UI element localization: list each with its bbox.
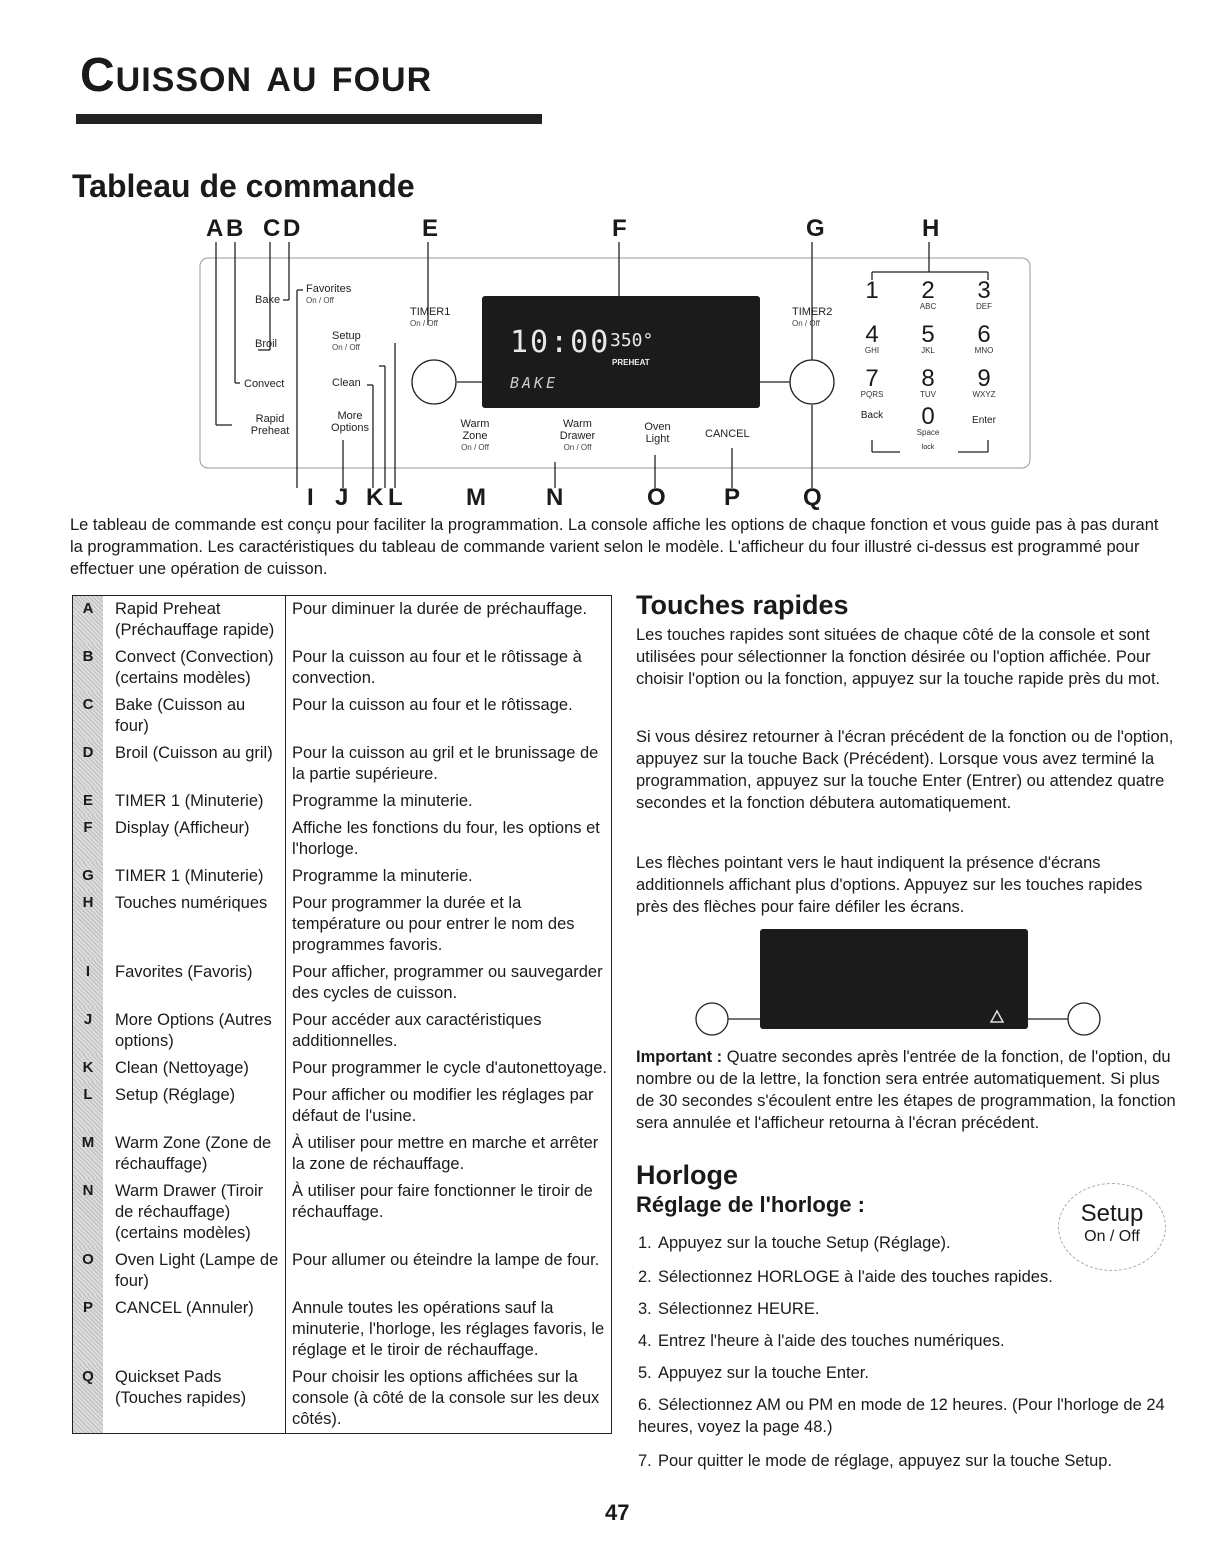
- row-desc: Pour programmer le cycle d'autonettoyage.: [292, 1059, 607, 1077]
- row-tag: L: [73, 1082, 103, 1130]
- horloge-step: [638, 1266, 1178, 1288]
- key-1[interactable]: [850, 277, 894, 304]
- horloge-step: [638, 1394, 1178, 1438]
- table-row: [73, 959, 611, 1007]
- warm-drawer-sub: On / Off: [563, 443, 592, 452]
- important-note: [636, 1046, 1176, 1134]
- key-4-sub: GHI: [864, 346, 880, 355]
- row-name: Warm Drawer (Tiroir de réchauffage) (certains modèles): [103, 1178, 286, 1247]
- setup-button-illustration: [1058, 1183, 1166, 1271]
- important-text: Quatre secondes après l'entrée de la fonction, de l'option, du nombre ou de la lettre, la fonction sera entrée automatiquement. Si plus de 30 secondes s'écoulent entre les étapes de programmation, la fonction sera annulée et l'afficheur retourna à l'écran précédent.: [636, 1048, 1176, 1132]
- timer2-sub: On / Off: [792, 319, 820, 328]
- key-6-num: 6: [977, 321, 991, 348]
- timer1-sub: On / Off: [410, 319, 438, 328]
- row-tag: I: [73, 959, 103, 1007]
- callout-d: D: [283, 215, 301, 242]
- step-text: Entrez l'heure à l'aide des touches numériques.: [658, 1332, 1005, 1350]
- warm-drawer-pad[interactable]: [555, 418, 600, 454]
- row-tag: J: [73, 1007, 103, 1055]
- timer2-label: TIMER2: [792, 306, 833, 318]
- horloge-step: [638, 1232, 1178, 1254]
- key-5-sub: JKL: [921, 346, 935, 355]
- section-title: Tableau de commande: [72, 168, 415, 204]
- key-4[interactable]: [850, 321, 894, 355]
- table-row: [73, 1178, 611, 1247]
- callout-n: N: [546, 484, 564, 511]
- page-title: Cuisson au four: [80, 49, 433, 102]
- row-desc: Pour accéder aux caractéristiques additionnelles.: [292, 1011, 542, 1050]
- row-tag: B: [73, 644, 103, 692]
- callout-h: H: [922, 215, 940, 242]
- favorites-sub: On / Off: [306, 296, 334, 305]
- key-1-num: 1: [865, 277, 879, 304]
- row-tag: O: [73, 1247, 103, 1295]
- callout-i: I: [307, 484, 314, 511]
- table-row: [73, 1130, 611, 1178]
- row-tag: F: [73, 815, 103, 863]
- page-number: 47: [605, 1500, 630, 1525]
- key-8-num: 8: [921, 365, 935, 392]
- important-label: Important :: [636, 1048, 723, 1066]
- row-desc: À utiliser pour mettre en marche et arrêter la zone de réchauffage.: [292, 1134, 599, 1173]
- callout-e: E: [422, 215, 439, 242]
- step-text: Sélectionnez AM ou PM en mode de 12 heures. (Pour l'horloge de 24 heures, voyez la page 48.): [638, 1396, 1165, 1436]
- row-tag: A: [73, 596, 103, 644]
- row-tag: C: [73, 692, 103, 740]
- row-tag: P: [73, 1295, 103, 1364]
- callout-m: M: [466, 484, 486, 511]
- key-4-num: 4: [865, 321, 879, 348]
- key-9-num: 9: [977, 365, 991, 392]
- step-number: 6.: [638, 1396, 652, 1414]
- row-name: Touches numériques: [103, 890, 286, 959]
- row-tag: M: [73, 1130, 103, 1178]
- warm-zone-pad[interactable]: [455, 418, 495, 454]
- row-name: Broil (Cuisson au gril): [103, 740, 286, 788]
- display-time: 10:00: [510, 325, 611, 360]
- row-desc: Pour choisir les options affichées sur la console (à côté de la console sur les deux côtés).: [292, 1368, 600, 1428]
- key-3-sub: DEF: [976, 302, 992, 311]
- step-number: 4.: [638, 1332, 652, 1350]
- row-name: Oven Light (Lampe de four): [103, 1247, 286, 1295]
- table-row: [73, 788, 611, 815]
- row-name: Display (Afficheur): [103, 815, 286, 863]
- callout-o: O: [647, 484, 666, 511]
- step-text: Sélectionnez HEURE.: [658, 1300, 820, 1318]
- table-row: [73, 740, 611, 788]
- table-row: [73, 1364, 611, 1433]
- touches-p3: Les flèches pointant vers le haut indiquent la présence d'écrans additionnels affichant plus d'options. Appuyez sur les touches rapides près des flèches pour faire défiler les écrans.: [636, 854, 1143, 916]
- row-name: Favorites (Favoris): [103, 959, 286, 1007]
- row-desc: Pour programmer la durée et la température ou pour entrer le nom des programmes favoris.: [292, 894, 575, 954]
- horloge-step: [638, 1330, 1178, 1352]
- table-row: [73, 1247, 611, 1295]
- step-number: 7.: [638, 1452, 652, 1470]
- row-tag: E: [73, 788, 103, 815]
- table-row: [73, 890, 611, 959]
- step-number: 5.: [638, 1364, 652, 1382]
- row-desc: Programme la minuterie.: [292, 792, 473, 810]
- callout-g: G: [806, 215, 825, 242]
- row-name: Convect (Convection) (certains modèles): [103, 644, 286, 692]
- step-number: 1.: [638, 1234, 652, 1252]
- key-8-sub: TUV: [920, 390, 936, 399]
- table-row: [73, 1007, 611, 1055]
- callout-f: F: [612, 215, 627, 242]
- row-name: Rapid Preheat (Préchauffage rapide): [103, 596, 286, 644]
- key-0[interactable]: [906, 403, 950, 437]
- setup-sub: On / Off: [332, 343, 360, 352]
- display-status: PREHEAT: [612, 358, 650, 367]
- row-tag: H: [73, 890, 103, 959]
- touches-p1: Les touches rapides sont situées de chaque côté de la console et sont utilisées pour sélectionner la fonction désirée ou l'option affichée. Pour choisir l'option ou la fonction, appuyez sur la touche rapide près du mot.: [636, 626, 1161, 688]
- row-name: Clean (Nettoyage): [103, 1055, 286, 1082]
- row-desc: Pour afficher ou modifier les réglages par défaut de l'usine.: [292, 1086, 594, 1125]
- oven-light-pad[interactable]: Oven Light: [644, 421, 671, 445]
- row-name: Quickset Pads (Touches rapides): [103, 1364, 286, 1433]
- callout-a: A: [206, 215, 224, 242]
- lock-label: lock: [921, 444, 935, 451]
- favorites-pad[interactable]: [306, 283, 351, 307]
- callout-c: C: [263, 215, 281, 242]
- key-0-sub: Space: [916, 428, 940, 437]
- table-row: [73, 1055, 611, 1082]
- row-name: Setup (Réglage): [103, 1082, 286, 1130]
- key-7[interactable]: [850, 365, 894, 399]
- horloge-step: [638, 1362, 1178, 1384]
- key-2-sub: ABC: [919, 302, 937, 311]
- key-0-num: 0: [921, 403, 935, 430]
- key-6[interactable]: [962, 321, 1006, 355]
- warm-drawer-label: Warm Drawer: [559, 418, 596, 442]
- quickset-illustration: [690, 925, 1110, 1045]
- key-6-sub: MNO: [974, 346, 994, 355]
- row-name: TIMER 1 (Minuterie): [103, 788, 286, 815]
- row-name: TIMER 1 (Minuterie): [103, 863, 286, 890]
- row-tag: G: [73, 863, 103, 890]
- bake-pad[interactable]: Bake: [255, 294, 281, 306]
- row-name: Bake (Cuisson au four): [103, 692, 286, 740]
- row-name: Warm Zone (Zone de réchauffage): [103, 1130, 286, 1178]
- table-row: [73, 596, 611, 644]
- step-text: Appuyez sur la touche Enter.: [658, 1364, 869, 1382]
- control-panel-diagram: [0, 0, 1225, 510]
- step-number: 3.: [638, 1300, 652, 1318]
- broil-pad[interactable]: Broil: [255, 338, 278, 350]
- key-2[interactable]: [906, 277, 950, 311]
- setup-button-sub: On / Off: [1084, 1228, 1140, 1245]
- key-3[interactable]: [962, 277, 1006, 311]
- key-2-num: 2: [921, 277, 935, 304]
- row-desc: Affiche les fonctions du four, les options et l'horloge.: [292, 819, 600, 858]
- key-8[interactable]: [906, 365, 950, 399]
- clean-pad[interactable]: Clean: [332, 377, 361, 389]
- horloge-subheading: Réglage de l'horloge :: [636, 1192, 865, 1217]
- row-desc: Annule toutes les opérations sauf la minuterie, l'horloge, les réglages favoris, le réglage et le tiroir de réchauffage.: [292, 1299, 605, 1359]
- callout-b: B: [226, 215, 244, 242]
- timer2-pad[interactable]: [792, 306, 832, 330]
- row-tag: N: [73, 1178, 103, 1247]
- panel-outline: [0, 0, 1225, 510]
- step-text: Pour quitter le mode de réglage, appuyez sur la touche Setup.: [658, 1452, 1113, 1470]
- setup-pad[interactable]: [332, 330, 361, 354]
- row-tag: K: [73, 1055, 103, 1082]
- warm-zone-label: Warm Zone: [460, 418, 490, 442]
- table-row: [73, 692, 611, 740]
- key-7-sub: PQRS: [860, 390, 884, 399]
- callout-k: K: [366, 484, 384, 511]
- key-9[interactable]: [962, 365, 1006, 399]
- row-name: More Options (Autres options): [103, 1007, 286, 1055]
- favorites-label: Favorites: [306, 283, 352, 295]
- rapid-preheat-pad[interactable]: Rapid Preheat: [250, 413, 290, 437]
- touches-heading: Touches rapides: [636, 590, 849, 620]
- row-desc: Pour allumer ou éteindre la lampe de four.: [292, 1251, 600, 1269]
- warm-zone-sub: On / Off: [461, 443, 489, 452]
- horloge-step: [638, 1450, 1178, 1472]
- touches-p2: Si vous désirez retourner à l'écran précédent de la fonction ou de l'option, appuyez sur la touche Back (Précédent). Lorsque vous avez terminé la programmation, appuyez sur la touche Enter (Entrer) ou attendez quatre secondes et la fonction débutera automatiquement.: [636, 728, 1174, 812]
- back-key[interactable]: Back: [860, 410, 884, 421]
- callout-q: Q: [803, 484, 822, 511]
- step-number: 2.: [638, 1268, 652, 1286]
- convect-pad[interactable]: Convect: [244, 378, 285, 390]
- more-options-pad[interactable]: More Options: [331, 410, 369, 434]
- step-text: Sélectionnez HORLOGE à l'aide des touches rapides.: [658, 1268, 1053, 1286]
- timer1-label: TIMER1: [410, 306, 451, 318]
- step-text: Appuyez sur la touche Setup (Réglage).: [658, 1234, 951, 1252]
- key-5-num: 5: [921, 321, 935, 348]
- table-row: [73, 1295, 611, 1364]
- timer1-pad[interactable]: [410, 306, 450, 330]
- callout-l: L: [388, 484, 403, 511]
- table-row: [73, 644, 611, 692]
- horloge-heading: Horloge: [636, 1160, 739, 1190]
- row-tag: D: [73, 740, 103, 788]
- row-desc: Pour la cuisson au four et le rôtissage à convection.: [292, 648, 582, 687]
- reference-table: [72, 595, 612, 1434]
- callout-j: J: [335, 484, 349, 511]
- horloge-step: [638, 1298, 1178, 1320]
- row-desc: À utiliser pour faire fonctionner le tiroir de réchauffage.: [292, 1182, 593, 1221]
- intro-paragraph: Le tableau de commande est conçu pour faciliter la programmation. La console affiche les options de chaque fonction et vous guide pas à pas durant la programmation. Les caractéristiques du tableau de commande varient selon le modèle. L'afficheur du four illustré ci-dessus est programmé pour effectuer une opération de cuisson.: [70, 516, 1159, 578]
- row-desc: Pour afficher, programmer ou sauvegarder des cycles de cuisson.: [292, 963, 603, 1002]
- row-desc: Pour la cuisson au gril et le brunissage de la partie supérieure.: [292, 744, 599, 783]
- row-tag: Q: [73, 1364, 103, 1433]
- enter-key[interactable]: Enter: [972, 415, 996, 426]
- row-desc: Pour la cuisson au four et le rôtissage.: [292, 696, 573, 714]
- key-3-num: 3: [977, 277, 991, 304]
- table-row: [73, 863, 611, 890]
- key-5[interactable]: [906, 321, 950, 355]
- row-desc: Pour diminuer la durée de préchauffage.: [292, 600, 588, 618]
- row-name: CANCEL (Annuler): [103, 1295, 286, 1364]
- row-desc: Programme la minuterie.: [292, 867, 473, 885]
- display-mode: BAKE: [510, 374, 559, 392]
- callout-p: P: [724, 484, 741, 511]
- table-row: [73, 1082, 611, 1130]
- key-7-num: 7: [865, 365, 879, 392]
- cancel-pad[interactable]: CANCEL: [705, 428, 750, 440]
- key-9-sub: WXYZ: [972, 390, 996, 399]
- setup-button-label: Setup: [1080, 1200, 1144, 1227]
- display-temp: 350°: [610, 330, 654, 351]
- table-row: [73, 815, 611, 863]
- setup-label: Setup: [332, 330, 361, 342]
